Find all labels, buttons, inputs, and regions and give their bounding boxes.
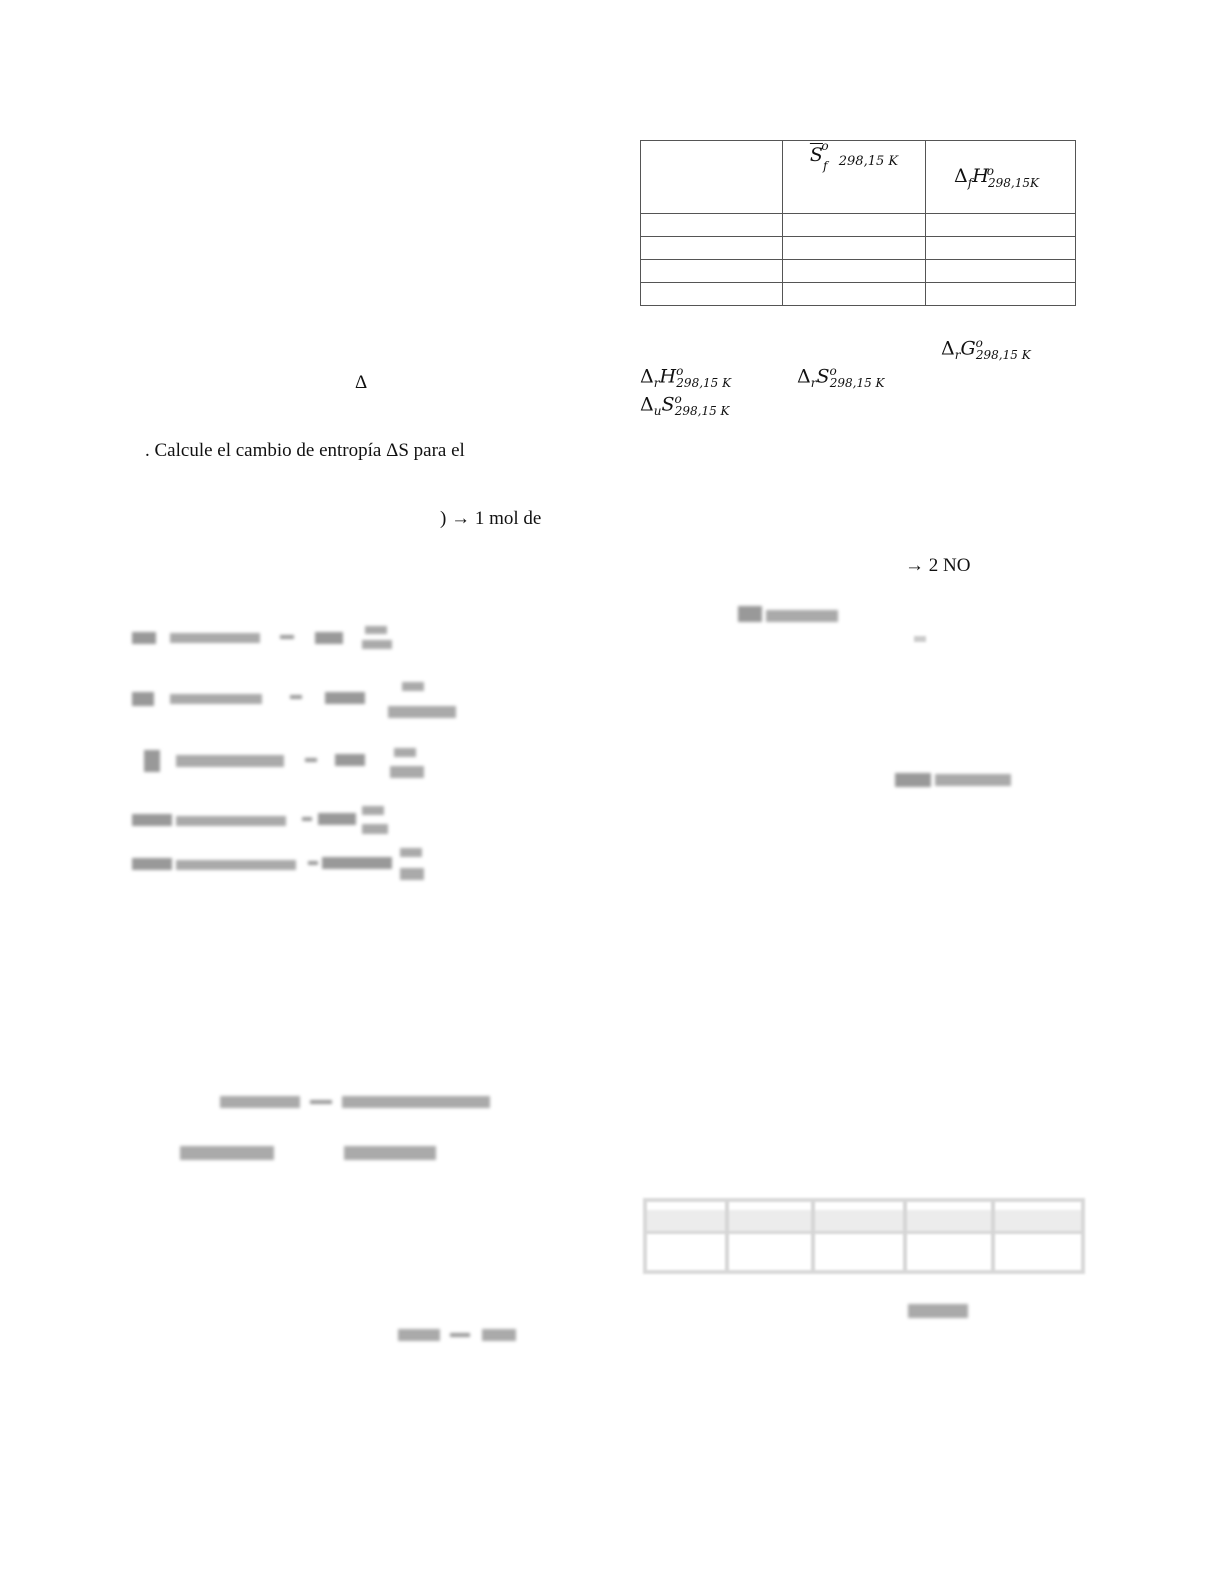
blurred-mark bbox=[914, 636, 926, 642]
blurred-result-line bbox=[396, 1324, 520, 1346]
blurred-reaction-line-graphic bbox=[218, 1092, 494, 1114]
blurred-symbol-right-3 bbox=[906, 1298, 970, 1322]
property-table-row bbox=[641, 214, 1076, 237]
blurred-symbol-right-1-graphic bbox=[736, 602, 844, 628]
table-cell bbox=[926, 260, 1076, 283]
blurred-symbol-right-1 bbox=[736, 602, 844, 628]
blurred-result-line-graphic bbox=[396, 1324, 520, 1346]
blurred-symbol-right-3-graphic bbox=[906, 1298, 970, 1322]
property-table-row bbox=[641, 283, 1076, 306]
blurred-equation-3-graphic bbox=[140, 746, 436, 782]
table-cell bbox=[783, 283, 926, 306]
blurred-equation-2-graphic bbox=[130, 680, 460, 724]
property-table-header-blank bbox=[641, 141, 783, 214]
table-cell bbox=[641, 237, 783, 260]
blurred-table-col bbox=[811, 1202, 815, 1270]
table-cell bbox=[926, 214, 1076, 237]
blurred-equation-4-graphic bbox=[130, 804, 400, 838]
table-cell bbox=[783, 214, 926, 237]
blurred-table-col bbox=[725, 1202, 729, 1270]
property-table-header-entropy: $\overline{S}_f^o$ $_{298,15 K}$ bbox=[783, 141, 926, 214]
property-table-header-enthalpy: $\Delta_fH^o_{298,15K}$ bbox=[926, 141, 1076, 214]
blurred-equation-1-graphic bbox=[130, 624, 426, 654]
delta-r-h-symbol: $\Delta_rH^o_{298,15 K}$ bbox=[640, 364, 732, 391]
blurred-symbol-left-2-graphic bbox=[342, 1140, 440, 1166]
calc-instruction: . Calcule el cambio de entropía ΔS para el bbox=[145, 440, 465, 461]
blurred-table-header bbox=[647, 1210, 1081, 1231]
property-table-header-row bbox=[641, 141, 1076, 214]
property-table-row bbox=[641, 237, 1076, 260]
table-cell bbox=[783, 260, 926, 283]
blurred-equation-4 bbox=[130, 804, 400, 838]
blurred-symbol-right-2-graphic bbox=[893, 768, 1015, 792]
blurred-symbol-right-2 bbox=[893, 768, 1015, 792]
blurred-equation-5-graphic bbox=[130, 846, 430, 884]
table-cell bbox=[641, 214, 783, 237]
table-cell bbox=[641, 260, 783, 283]
blurred-equation-5 bbox=[130, 846, 430, 884]
blurred-table-col bbox=[991, 1202, 995, 1270]
delta-u-s-symbol: $\Delta_uS^o_{298,15 K}$ bbox=[640, 392, 730, 419]
blurred-table-divider bbox=[647, 1231, 1081, 1234]
table-cell bbox=[926, 283, 1076, 306]
blurred-result-table bbox=[643, 1198, 1085, 1274]
reaction-fragment: ) → 1 mol de bbox=[440, 508, 542, 529]
blurred-symbol-left-1-graphic bbox=[178, 1140, 278, 1166]
delta-r-g-symbol: $\Delta_rG^o_{298,15 K}$ bbox=[941, 336, 1031, 363]
blurred-table-col bbox=[903, 1202, 907, 1270]
blurred-reaction-line bbox=[218, 1092, 494, 1114]
delta-symbol: Δ bbox=[355, 372, 368, 393]
table-cell bbox=[926, 237, 1076, 260]
table-cell bbox=[783, 237, 926, 260]
blurred-equation-3 bbox=[140, 746, 436, 782]
property-table-row bbox=[641, 260, 1076, 283]
reaction-arrow-no: → 2 NO bbox=[905, 555, 971, 576]
blurred-equation-2 bbox=[130, 680, 460, 724]
blurred-equation-1 bbox=[130, 624, 426, 654]
table-cell bbox=[641, 283, 783, 306]
delta-r-s-symbol: $\Delta_rS^o_{298,15 K}$ bbox=[797, 364, 885, 391]
blurred-symbol-left-2 bbox=[342, 1140, 440, 1166]
blurred-symbol-left-1 bbox=[178, 1140, 278, 1166]
property-table bbox=[640, 140, 1076, 306]
